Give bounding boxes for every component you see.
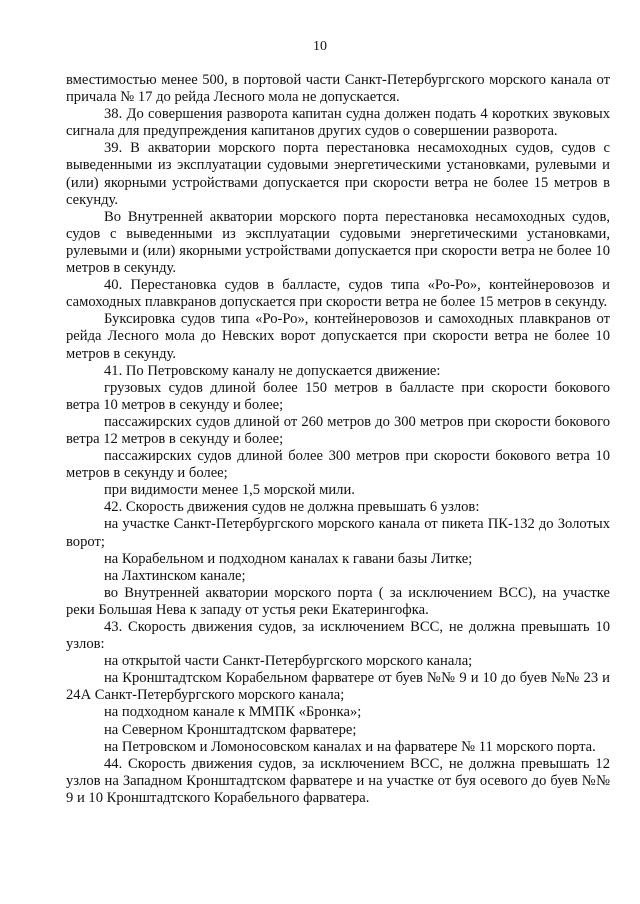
page-number: 10	[313, 39, 327, 54]
paragraph: 44. Скорость движения судов, за исключением ВСС, не должна превышать 12 узлов на Западном Кронштадтском фарватере и на участке от буя осевого до буев №№ 9 и 10 Кронштадтского Корабельного фарватера.	[66, 755, 610, 806]
paragraph: 41. По Петровскому каналу не допускается движение:	[104, 362, 441, 379]
paragraph: во Внутренней акватории морского порта ( за исключением ВСС), на участке реки Большая Нева к западу от устья реки Екатерингофка.	[66, 584, 610, 618]
paragraph: на Кронштадтском Корабельном фарватере от буев №№ 9 и 10 до буев №№ 23 и 24А Санкт-Петербургского морского канала;	[66, 670, 610, 704]
paragraph: на Северном Кронштадтском фарватере;	[104, 721, 357, 738]
paragraph: при видимости менее 1,5 морской мили.	[104, 482, 355, 499]
paragraph: на открытой части Санкт-Петербургского морского канала;	[104, 653, 473, 670]
document-body	[66, 72, 610, 807]
paragraph: на Лахтинском канале;	[104, 567, 246, 584]
paragraph: 43. Скорость движения судов, за исключением ВСС, не должна превышать 10 узлов:	[66, 619, 610, 653]
paragraph: 42. Скорость движения судов не должна превышать 6 узлов:	[104, 499, 480, 516]
paragraph: Буксировка судов типа «Ро-Ро», контейнеровозов и самоходных плавкранов от рейда Лесного мола до Невских ворот допускается при скорости ветра не более 10 метров в секунду.	[66, 311, 610, 362]
paragraph: 38. До совершения разворота капитан судна должен подать 4 коротких звуковых сигнала для предупреждения капитанов других судов о совершении разворота.	[66, 106, 610, 140]
paragraph: Во Внутренней акватории морского порта перестановка несамоходных судов, судов с выведенными из эксплуатации судовыми энергетическими установками, рулевыми и (или) якорными устройствами допускается при скорости ветра не более 10 метров в секунду.	[66, 208, 610, 277]
paragraph: на Корабельном и подходном каналах к гавани базы Литке;	[104, 550, 473, 567]
paragraph: 40. Перестановка судов в балласте, судов типа «Ро-Ро», контейнеровозов и самоходных плавкранов допускается при скорости ветра не более 15 метров в секунду.	[66, 277, 610, 311]
paragraph: на Петровском и Ломоносовском каналах и на фарватере № 11 морского порта.	[104, 738, 596, 755]
paragraph: на участке Санкт-Петербургского морского канала от пикета ПК-132 до Золотых ворот;	[66, 516, 610, 550]
paragraph: пассажирских судов длиной от 260 метров до 300 метров при скорости бокового ветра 12 метров в секунду и более;	[66, 413, 610, 447]
paragraph: пассажирских судов длиной более 300 метров при скорости бокового ветра 10 метров в секунду и более;	[66, 448, 610, 482]
paragraph: вместимостью менее 500, в портовой части Санкт-Петербургского морского канала от причала № 17 до рейда Лесного мола не допускается.	[66, 72, 610, 106]
paragraph: на подходном канале к ММПК «Бронка»;	[104, 704, 362, 721]
paragraph: 39. В акватории морского порта перестановка несамоходных судов, судов с выведенными из эксплуатации судовыми энергетическими установками, рулевыми и (или) якорными устройствами допускается при скорости ветра не более 15 метров в секунду.	[66, 140, 610, 208]
paragraph: грузовых судов длиной более 150 метров в балласте при скорости бокового ветра 10 метров в секунду и более;	[66, 379, 610, 413]
